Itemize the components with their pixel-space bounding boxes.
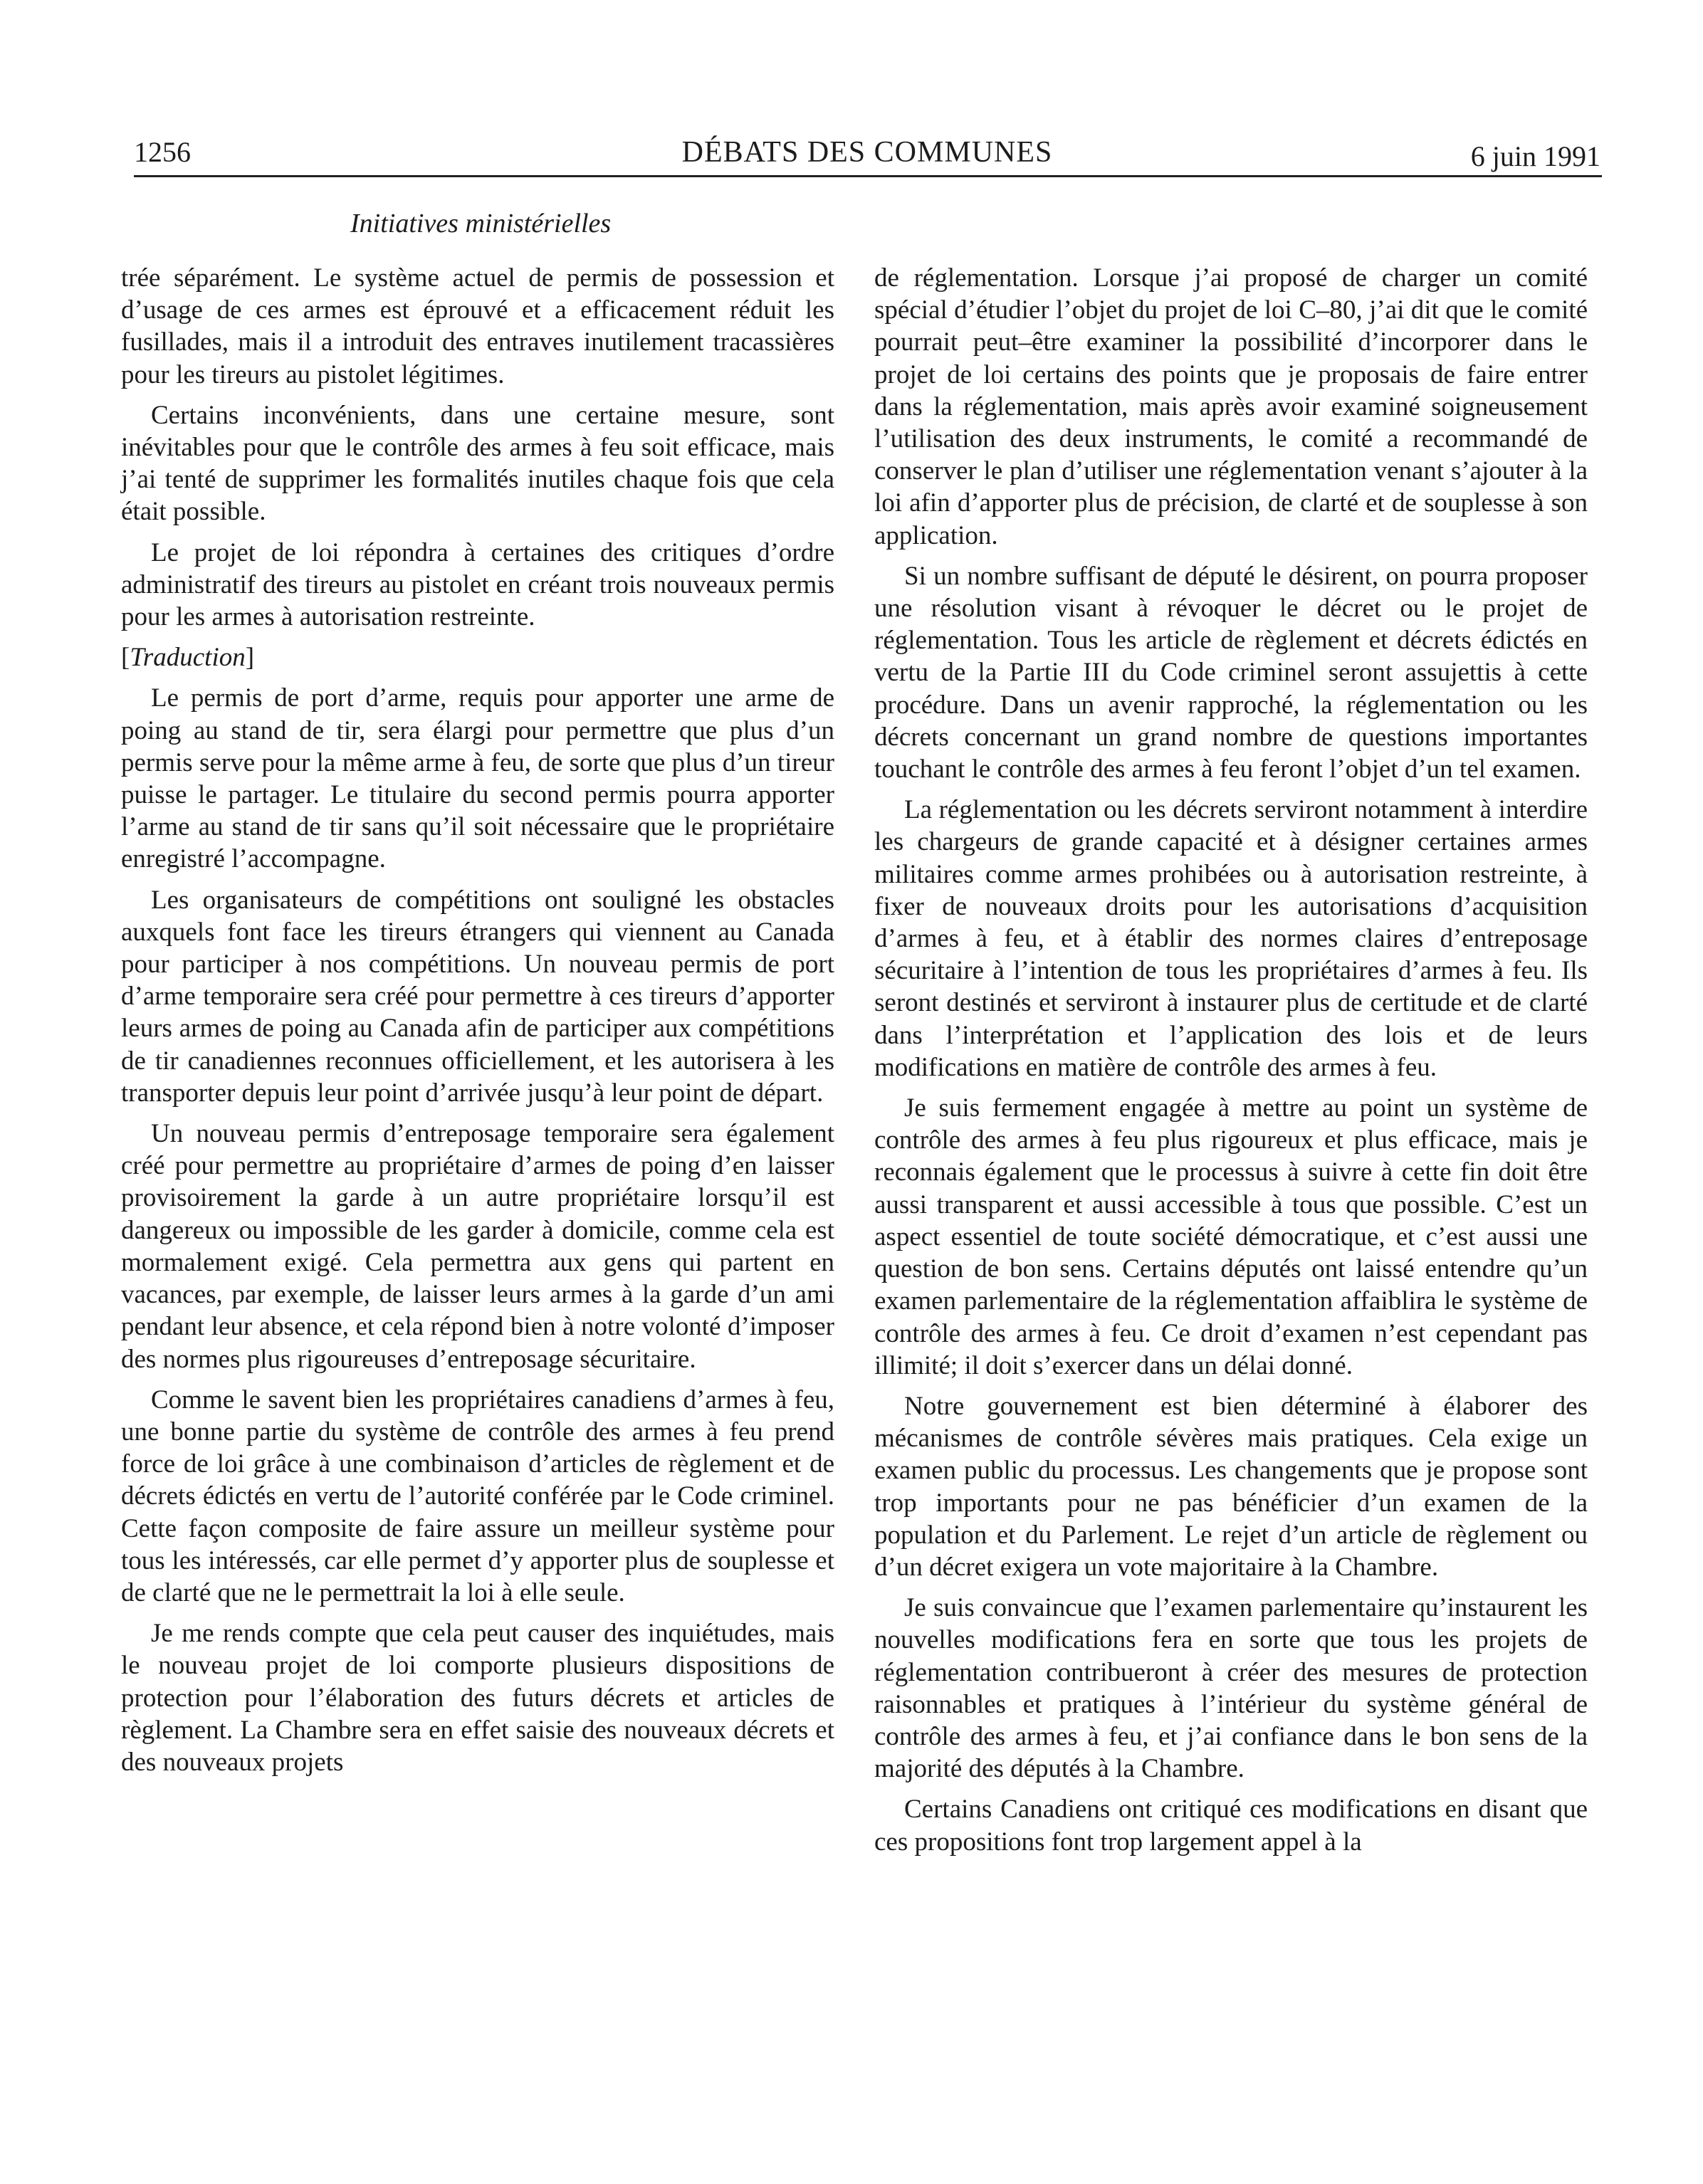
paragraph: Je suis convaincue que l’examen parlementaire qu’instaurent les nouvelles modifications fera en sorte que tous les projets de réglementation contribueront à créer des mesures de protection raisonnables et pratiques à l’intérieur du système général de contrôle des armes à feu, et j’ai confiance dans le bon sens de la majorité des députés à la Chambre. <box>874 1593 1588 1784</box>
paragraph: Le permis de port d’arme, requis pour apporter une arme de poing au stand de tir, sera élargi pour permettre que plus d’un permis serve pour la même arme à feu, de sorte que plus d’un tireur puisse le partager. Le titulaire du second permis pourra apporter l’arme au stand de tir sans qu’il soit nécessaire que le propriétaire enregistré l’accompagne. <box>121 683 834 874</box>
paragraph: Je suis fermement engagée à mettre au point un système de contrôle des armes à feu plus rigoureux et plus efficace, mais je reconnais également que le processus à suivre à cette fin doit être aussi transparent et aussi accessible à tous que possible. C’est un aspect essentiel de toute société démocratique, et c’est aussi une question de bon sens. Certains députés ont laissé entendre qu’un examen parlementaire de la réglementation affaiblira le système de contrôle des armes à feu. Ce droit d’examen n’est cependant pas illimité; il doit s’exercer dans un délai donné. <box>874 1093 1588 1380</box>
paragraph: Certains Canadiens ont critiqué ces modifications en disant que ces propositions font trop largement appel à la <box>874 1795 1588 1857</box>
right-column <box>874 262 1588 1867</box>
paragraph: Certains inconvénients, dans une certaine mesure, sont inévitables pour que le contrôle des armes à feu soit efficace, mais j’ai tenté de supprimer les formalités inutiles chaque fois que cela était possible. <box>121 400 834 527</box>
paragraph: Notre gouvernement est bien déterminé à élaborer des mécanismes de contrôle sévères mais pratiques. Cela exige un examen public du processus. Les changements que je propose sont trop importants pour ne pas bénéficier d’un examen de la population et du Parlement. Le rejet d’un article de règlement ou d’un décret exigera un vote majoritaire à la Chambre. <box>874 1391 1588 1582</box>
header-rule <box>134 175 1602 177</box>
bracket-close: ] <box>245 643 255 673</box>
page-number: 1256 <box>134 136 191 168</box>
translation-label-text: Traduction <box>130 643 246 673</box>
paragraph: trée séparément. Le système actuel de permis de possession et d’usage de ces armes est éprouvé et a efficacement réduit les fusillades, mais il a introduit des entraves inutilement tracassières pour les tireurs au pistolet légitimes. <box>121 263 834 389</box>
page-date: 6 juin 1991 <box>1470 140 1600 172</box>
section-heading: Initiatives ministérielles <box>350 209 612 238</box>
paragraph: Les organisateurs de compétitions ont souligné les obstacles auxquels font face les tireurs étrangers qui viennent au Canada pour participer à nos compétitions. Un nouveau permis de port d’arme temporaire sera créé pour permettre à ces tireurs d’apporter leurs armes de poing au Canada afin de participer aux compétitions de tir canadiennes reconnues officiellement, et les autorisera à les transporter depuis leur point d’arrivée jusqu’à leur point de départ. <box>121 885 834 1108</box>
running-header <box>134 135 1600 178</box>
paragraph: La réglementation ou les décrets serviront notamment à interdire les chargeurs de grande capacité et à désigner certaines armes militaires comme armes prohibées ou à autorisation restreinte, à fixer de nouveaux droits pour les autorisations d’acquisition d’armes à feu, et à établir des normes claires d’entreposage sécuritaire à l’intention de tous les propriétaires d’armes à feu. Ils seront destinés et serviront à instaurer plus de certitude et de clarté dans l’interprétation et l’application des lois et de leurs modifications en matière de contrôle des armes à feu. <box>874 795 1588 1082</box>
paragraph: de réglementation. Lorsque j’ai proposé de charger un comité spécial d’étudier l’objet du projet de loi C–80, j’ai dit que le comité pourrait peut–être examiner la possibilité d’incorporer dans le projet de loi certains des points que je proposais de faire entrer dans la réglementation, mais après avoir examiné soigneusement l’utilisation des deux instruments, le comité a recommandé de conserver le plan d’utiliser une réglementation venant s’ajouter à la loi afin d’apporter plus de précision, de clarté et de souplesse à son application. <box>874 263 1588 550</box>
bracket-open: [ <box>121 643 130 673</box>
translation-label <box>121 641 834 673</box>
paragraph: Comme le savent bien les propriétaires canadiens d’armes à feu, une bonne partie du système de contrôle des armes à feu prend force de loi grâce à une combinaison d’articles de règlement et de décrets édictés en vertu de l’autorité conférée par le Code criminel. Cette façon composite de faire assure un meilleur système pour tous les intéressés, car elle permet d’y apporter plus de souplesse et de clarté que ne le permettrait la loi à elle seule. <box>121 1385 834 1607</box>
left-column <box>121 262 834 1787</box>
paragraph: Un nouveau permis d’entreposage temporaire sera également créé pour permettre au propriétaire d’armes de poing d’en laisser provisoirement la garde à un autre propriétaire lorsqu’il est dangereux ou impossible de les garder à domicile, comme cela est mormalement exigé. Cela permettra aux gens qui partent en vacances, par exemple, de laisser leurs armes à la garde d’un ami pendant leur absence, et cela répond bien à notre volonté d’imposer des normes plus rigoureuses d’entreposage sécuritaire. <box>121 1119 834 1374</box>
paragraph: Si un nombre suffisant de député le désirent, on pourra proposer une résolution visant à révoquer le décret ou le projet de réglementation. Tous les article de règlement et décrets édictés en vertu de la Partie III du Code criminel seront assujettis à cette procédure. Dans un avenir rapproché, la réglementation ou les décrets concernant un grand nombre de questions importantes touchant le contrôle des armes à feu feront l’objet d’un tel examen. <box>874 561 1588 784</box>
paragraph: Je me rends compte que cela peut causer des inquiétudes, mais le nouveau projet de loi comporte plusieurs dispositions de protection pour l’élaboration des futurs décrets et articles de règlement. La Chambre sera en effet saisie des nouveaux décrets et des nouveaux projets <box>121 1619 834 1777</box>
journal-title: DÉBATS DES COMMUNES <box>681 136 1053 169</box>
paragraph: Le projet de loi répondra à certaines des critiques d’ordre administratif des tireurs au pistolet en créant trois nouveaux permis pour les armes à autorisation restreinte. <box>121 537 834 632</box>
